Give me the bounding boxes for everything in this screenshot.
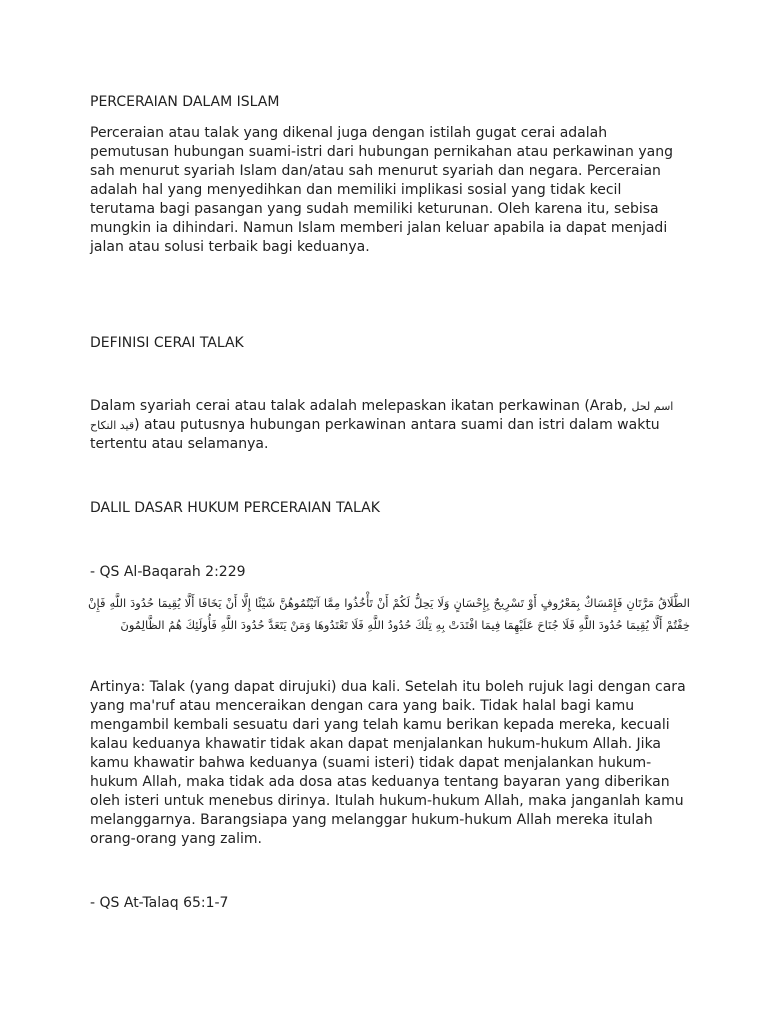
document-title: PERCERAIAN DALAM ISLAM	[90, 94, 280, 110]
definition-paragraph	[90, 397, 690, 454]
reference-al-baqarah: - QS Al-Baqarah 2:229	[90, 564, 246, 580]
definition-text-start: Dalam syariah cerai atau talak adalah melepaskan ikatan perkawinan (Arab,	[90, 398, 632, 414]
reference-at-talaq: - QS At-Talaq 65:1-7	[90, 895, 229, 911]
translation-paragraph: Artinya: Talak (yang dapat dirujuki) dua kali. Setelah itu boleh rujuk lagi dengan cara yang ma'ruf atau menceraikan dengan cara yang baik. Tidak halal bagi kamu mengambil kembali sesuatu dari yang telah kamu berikan kepada mereka, kecuali kalau keduanya khawatir tidak akan dapat menjalankan hukum-hukum Allah. Jika kamu khawatir bahwa keduanya (suami isteri) tidak dapat menjalankan hukum-hukum Allah, maka tidak ada dosa atas keduanya tentang bayaran yang diberikan oleh isteri untuk menebus dirinya. Itulah hukum-hukum Allah, maka janganlah kamu melanggarnya. Barangsiapa yang melanggar hukum-hukum Allah mereka itulah orang-orang yang zalim.	[90, 679, 686, 847]
definition-arabic-term: اسم لحل قيد النكاح	[90, 400, 674, 432]
dalil-heading: DALIL DASAR HUKUM PERCERAIAN TALAK	[90, 500, 380, 516]
intro-paragraph: Perceraian atau talak yang dikenal juga dengan istilah gugat cerai adalah pemutusan hubungan suami-istri dari hubungan pernikahan atau perkawinan yang sah menurut syariah Islam dan/atau sah menurut syariah dan negara. Perceraian adalah hal yang menyedihkan dan memiliki implikasi sosial yang tidak kecil terutama bagi pasangan yang sudah memiliki keturunan. Oleh karena itu, sebisa mungkin ia dihindari. Namun Islam memberi jalan keluar apabila ia dapat menjadi jalan atau solusi terbaik bagi keduanya.	[90, 125, 673, 255]
definition-heading: DEFINISI CERAI TALAK	[90, 335, 244, 351]
arabic-verse: الطَّلَاقُ مَرَّتَانِ فَإِمْسَاكٌ بِمَعْرُوفٍ أَوْ تَسْرِيحٌ بِإِحْسَانٍ وَلَا يَحِلُّ لَكُمْ أَنْ تَأْخُذُوا مِمَّا آتَيْتُمُوهُنَّ شَيْئًا إِلَّا أَنْ يَخَافَا أَلَّا يُقِيمَا حُدُودَ اللَّهِ فَإِنْ خِفْتُمْ أَلَّا يُقِيمَا حُدُودَ اللَّهِ فَلَا جُنَاحَ عَلَيْهِمَا فِيمَا افْتَدَتْ بِهِ تِلْكَ حُدُودُ اللَّهِ فَلَا تَعْتَدُوهَا وَمَنْ يَتَعَدَّ حُدُودَ اللَّهِ فَأُولَئِكَ هُمُ الظَّالِمُونَ	[88, 596, 690, 632]
definition-text-end: ) atau putusnya hubungan perkawinan antara suami dan istri dalam waktu tertentu atau selamanya.	[90, 417, 660, 452]
